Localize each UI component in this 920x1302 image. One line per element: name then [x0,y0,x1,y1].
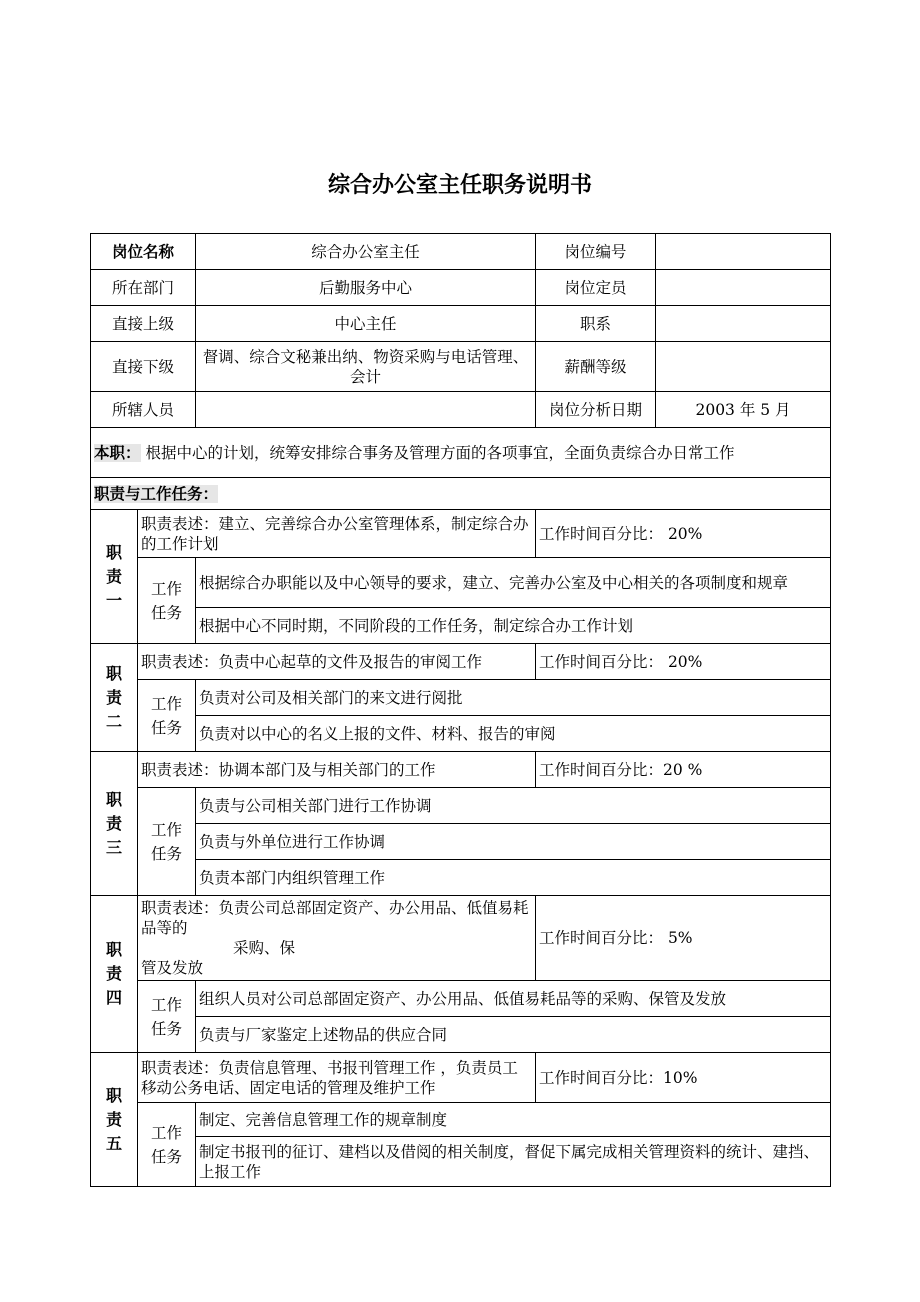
duty-4-char: 四 [105,988,122,1007]
analysis-date-label: 岗位分析日期 [536,392,656,428]
task-label-line: 工作 [151,820,183,839]
duty-4-desc-line: 管及发放 [141,959,204,977]
task-label-line: 工作 [151,1123,183,1142]
duty-5-pct: 工作时间百分比：10% [536,1053,831,1103]
task-label-line: 工作 [151,579,183,598]
duty-5-char: 五 [105,1133,122,1153]
duties-header: 职责与工作任务： [94,484,219,503]
duty-4-desc-line: 职责表述：负责公司总部固定资产、办公用品、低值易耗品等的 [141,899,529,937]
duty-4-desc [138,896,536,981]
duty-3-task-3: 负责本部门内组织管理工作 [196,860,831,896]
duty-5-task-1: 制定、完善信息管理工作的规章制度 [196,1103,831,1137]
task-label-line: 工作 [151,995,183,1014]
info-row [91,234,831,270]
duty-5-desc: 职责表述：负责信息管理、书报刊管理工作 ，负责员工移动公务电话、固定电话的管理及维护工作 [138,1053,536,1103]
duty-task-row [91,1137,831,1187]
page-title: 综合办公室主任职务说明书 [327,173,592,198]
duty-4-char: 职 [105,940,122,959]
duty-task-row [91,981,831,1017]
headcount-value [656,270,831,306]
duty-5-task-2: 制定书报刊的征订、建档以及借阅的相关制度，督促下属完成相关管理资料的统计、建挡、上报工作 [196,1137,831,1187]
duty-4-desc-line: 采购、保 [233,939,296,957]
duty-1-desc: 职责表述：建立、完善综合办公室管理体系，制定综合办的工作计划 [138,510,536,558]
position-name-label: 岗位名称 [91,234,196,270]
duty-desc-row [91,644,831,680]
duty-3-task-1: 负责与公司相关部门进行工作协调 [196,788,831,824]
position-no-label: 岗位编号 [536,234,656,270]
subordinate-value: 督调、综合文秘兼出纳、物资采购与电话管理、会计 [196,342,536,392]
salary-value [656,342,831,392]
duty-task-row [91,860,831,896]
duty-3-char: 三 [105,837,122,857]
duty-5-char: 职 [105,1085,122,1105]
superior-label: 直接上级 [91,306,196,342]
task-label-line: 工作 [151,694,183,713]
salary-label: 薪酬等级 [536,342,656,392]
duty-5-char: 责 [105,1109,122,1129]
task-label-line: 任务 [151,603,183,622]
duty-1-task-1: 根据综合办职能以及中心领导的要求，建立、完善办公室及中心相关的各项制度和规章 [196,558,831,608]
duty-2-char: 二 [105,711,122,731]
duty-3-char: 职 [105,789,122,809]
superior-value: 中心主任 [196,306,536,342]
duty-task-row [91,824,831,860]
duty-4-char: 责 [105,964,122,983]
task-label-line: 任务 [151,844,183,863]
task-label-line: 任务 [151,718,183,737]
duty-task-row [91,1017,831,1053]
info-row [91,306,831,342]
duty-2-pct: 工作时间百分比： 20% [536,644,831,680]
duty-2-char: 责 [105,687,122,707]
duty-1-pct: 工作时间百分比： 20% [536,510,831,558]
staff-label: 所辖人员 [91,392,196,428]
duty-desc-row [91,896,831,981]
duty-4-task-2: 负责与厂家鉴定上述物品的供应合同 [196,1017,831,1053]
core-duty-row [91,428,831,478]
core-duty-label: 本职： [94,443,141,462]
duty-2-task-2: 负责对以中心的名义上报的文件、材料、报告的审阅 [196,716,831,752]
duties-header-cell [91,478,831,510]
duty-5-label [91,1053,138,1187]
duty-task-row [91,558,831,608]
duty-4-label [91,896,138,1053]
duty-2-char: 职 [105,663,122,683]
staff-value [196,392,536,428]
duty-task-row [91,608,831,644]
analysis-date-value: 2003 年 5 月 [656,392,831,428]
position-name-value: 综合办公室主任 [196,234,536,270]
duty-3-label [91,752,138,896]
task-label-line: 任务 [151,1019,183,1038]
subordinate-label: 直接下级 [91,342,196,392]
job-family-label: 职系 [536,306,656,342]
duty-1-char: 职 [105,542,122,562]
core-duty-text: 根据中心的计划，统筹安排综合事务及管理方面的各项事宜，全面负责综合办日常工作 [145,443,735,462]
task-label [138,981,196,1053]
info-row [91,270,831,306]
task-label-line: 任务 [151,1147,183,1166]
task-label [138,680,196,752]
job-family-value [656,306,831,342]
duty-2-task-1: 负责对公司及相关部门的来文进行阅批 [196,680,831,716]
headcount-label: 岗位定员 [536,270,656,306]
duty-2-label [91,644,138,752]
duty-task-row [91,788,831,824]
duty-desc-row [91,510,831,558]
duty-3-pct: 工作时间百分比：20 % [536,752,831,788]
duty-3-char: 责 [105,813,122,833]
duty-4-pct: 工作时间百分比： 5% [536,896,831,981]
duty-task-row [91,716,831,752]
position-no-value [656,234,831,270]
duty-1-char: 责 [105,566,122,586]
dept-label: 所在部门 [91,270,196,306]
core-duty [91,428,831,478]
duties-header-row [91,478,831,510]
info-row [91,392,831,428]
duty-1-char: 一 [105,590,122,610]
job-description-table [90,233,831,1187]
duty-2-desc: 职责表述：负责中心起草的文件及报告的审阅工作 [138,644,536,680]
duty-task-row [91,680,831,716]
duty-3-desc: 职责表述：协调本部门及与相关部门的工作 [138,752,536,788]
duty-3-task-2: 负责与外单位进行工作协调 [196,824,831,860]
task-label [138,1103,196,1187]
duty-task-row [91,1103,831,1137]
task-label [138,788,196,896]
info-row [91,342,831,392]
duty-4-task-1: 组织人员对公司总部固定资产、办公用品、低值易耗品等的采购、保管及发放 [196,981,831,1017]
task-label [138,558,196,644]
duty-1-label [91,510,138,644]
duty-desc-row [91,752,831,788]
dept-value: 后勤服务中心 [196,270,536,306]
duty-1-task-2: 根据中心不同时期，不同阶段的工作任务，制定综合办工作计划 [196,608,831,644]
duty-desc-row [91,1053,831,1103]
